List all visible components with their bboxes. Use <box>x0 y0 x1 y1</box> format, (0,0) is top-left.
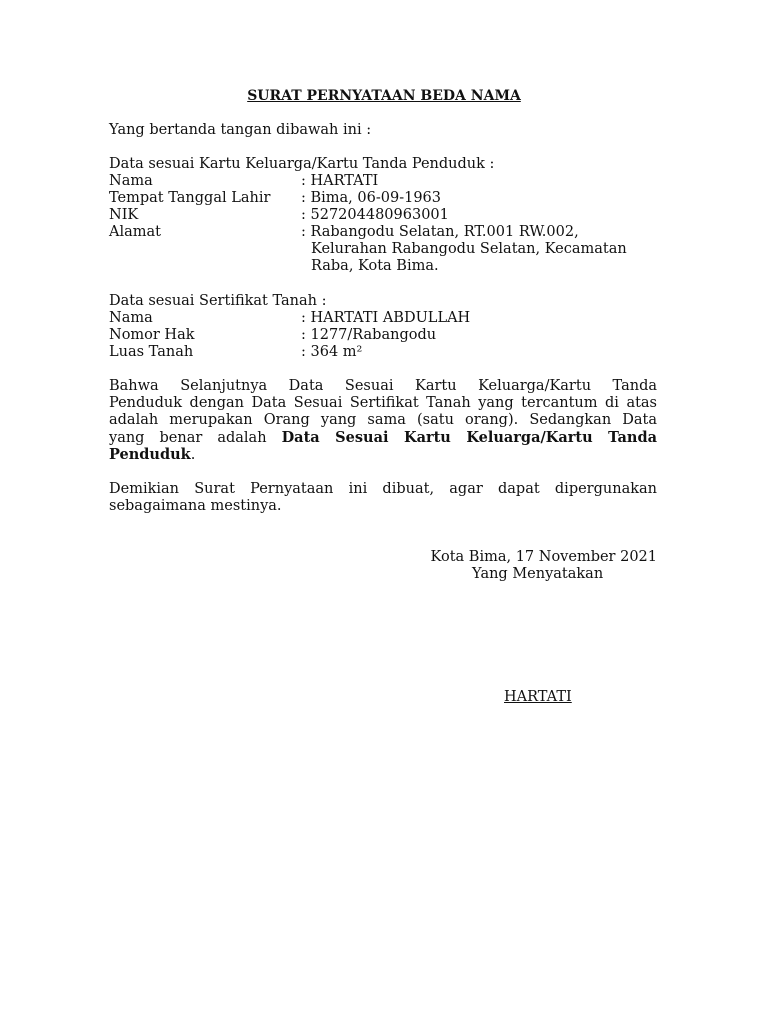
kk-nik-value: : 527204480963001 <box>301 207 449 223</box>
document-title: SURAT PERNYATAAN BEDA NAMA <box>247 88 521 104</box>
statement-line-5-tail: . <box>190 447 196 463</box>
statement-line-4 <box>109 429 657 447</box>
kk-alamat-value-line3: Raba, Kota Bima. <box>311 258 439 274</box>
sertifikat-nomor-value: : 1277/Rabangodu <box>301 327 437 343</box>
closing-line-1: Demikian Surat Pernyataan ini dibuat, agar dapat dipergunakan <box>109 481 657 497</box>
kk-alamat-value-line2: Kelurahan Rabangodu Selatan, Kecamatan <box>311 241 627 257</box>
signature-place-date: Kota Bima, 17 November 2021 <box>430 549 657 565</box>
sertifikat-nama-row <box>109 310 470 327</box>
signature-name: HARTATI <box>504 689 572 705</box>
kk-ttl-value: : Bima, 06-09-1963 <box>301 190 442 206</box>
statement-line-5 <box>109 446 657 464</box>
kk-alamat-value-line1: : Rabangodu Selatan, RT.001 RW.002, <box>301 224 579 240</box>
statement-line-4-plain: yang benar adalah <box>109 430 267 446</box>
sertifikat-nama-label: Nama <box>109 310 153 326</box>
kk-nama-value: : HARTATI <box>301 173 379 189</box>
statement-line-1: Bahwa Selanjutnya Data Sesuai Kartu Keluarga/Kartu Tanda <box>109 378 657 394</box>
kk-ttl-label: Tempat Tanggal Lahir <box>109 190 271 206</box>
sertifikat-nomor-label: Nomor Hak <box>109 327 195 343</box>
kk-nama-label: Nama <box>109 173 153 189</box>
sertifikat-luas-label: Luas Tanah <box>109 344 194 360</box>
kk-alamat-row <box>109 224 579 241</box>
signature-role: Yang Menyatakan <box>472 566 604 582</box>
sertifikat-nomor-row <box>109 327 436 344</box>
statement-line-5-bold: Penduduk <box>109 446 191 463</box>
statement-line-4-bold: Data Sesuai Kartu Keluarga/Kartu Tanda <box>281 429 657 446</box>
statement-line-2: Penduduk dengan Data Sesuai Sertifikat Tanah yang tercantum di atas <box>109 395 657 411</box>
sertifikat-luas-value: : 364 m² <box>301 344 363 360</box>
closing-line-2: sebagaimana mestinya. <box>109 498 282 514</box>
intro-text: Yang bertanda tangan dibawah ini : <box>109 122 372 138</box>
kk-nik-label: NIK <box>109 207 139 223</box>
statement-line-3: adalah merupakan Orang yang sama (satu orang). Sedangkan Data <box>109 412 657 428</box>
sertifikat-luas-row <box>109 344 362 361</box>
kk-nik-row <box>109 207 449 224</box>
kk-section-heading: Data sesuai Kartu Keluarga/Kartu Tanda Penduduk : <box>109 156 495 172</box>
kk-alamat-label: Alamat <box>109 224 161 240</box>
sertifikat-nama-value: : HARTATI ABDULLAH <box>301 310 471 326</box>
kk-nama-row <box>109 173 378 190</box>
kk-ttl-row <box>109 190 441 207</box>
sertifikat-section-heading: Data sesuai Sertifikat Tanah : <box>109 293 327 309</box>
